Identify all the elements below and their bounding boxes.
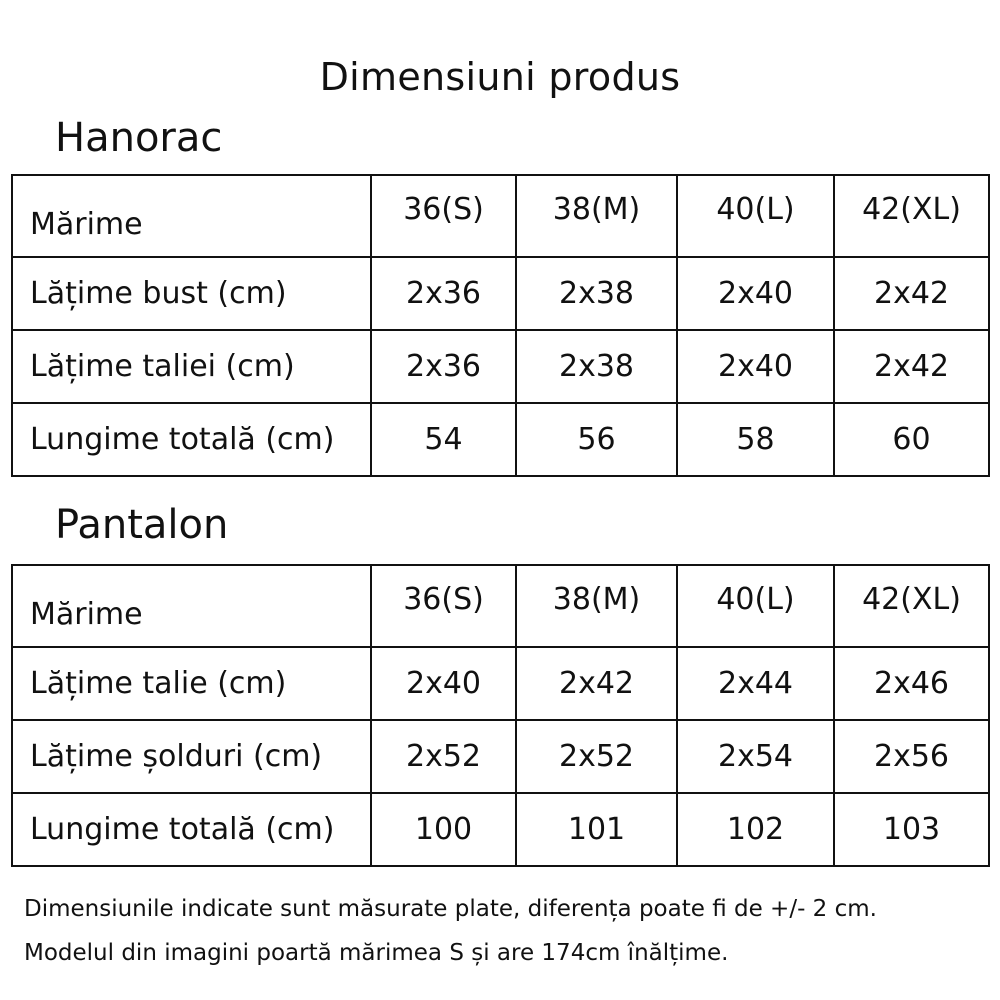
value-cell: 102 xyxy=(677,793,834,866)
value-cell: 54 xyxy=(371,403,516,476)
page-title: Dimensiuni produs xyxy=(319,55,681,99)
value-cell: 2x36 xyxy=(371,257,516,330)
value-cell: 2x36 xyxy=(371,330,516,403)
value-cell: 103 xyxy=(834,793,989,866)
value-cell: 2x40 xyxy=(677,330,834,403)
table-row xyxy=(12,403,989,476)
size-header-cell: 36(S) xyxy=(371,175,516,257)
section-title-pantalon: Pantalon xyxy=(55,502,229,548)
value-cell: 2x42 xyxy=(834,257,989,330)
pantalon-header-row xyxy=(12,565,989,647)
row-label: Lungime totală (cm) xyxy=(12,793,371,866)
value-cell: 2x40 xyxy=(677,257,834,330)
value-cell: 2x46 xyxy=(834,647,989,720)
row-label: Lățime bust (cm) xyxy=(12,257,371,330)
value-cell: 58 xyxy=(677,403,834,476)
value-cell: 56 xyxy=(516,403,677,476)
pantalon-size-table xyxy=(11,564,990,867)
table-row xyxy=(12,793,989,866)
row-label: Mărime xyxy=(12,565,371,647)
value-cell: 100 xyxy=(371,793,516,866)
row-label: Lățime talie (cm) xyxy=(12,647,371,720)
value-cell: 2x42 xyxy=(834,330,989,403)
value-cell: 2x56 xyxy=(834,720,989,793)
size-header-cell: 36(S) xyxy=(371,565,516,647)
size-header-cell: 38(M) xyxy=(516,175,677,257)
size-header-cell: 40(L) xyxy=(677,175,834,257)
row-label: Lățime taliei (cm) xyxy=(12,330,371,403)
value-cell: 2x38 xyxy=(516,257,677,330)
table-row xyxy=(12,647,989,720)
value-cell: 2x44 xyxy=(677,647,834,720)
row-label: Lungime totală (cm) xyxy=(12,403,371,476)
measurement-note: Dimensiunile indicate sunt măsurate plate, diferența poate fi de +/- 2 cm. xyxy=(24,896,877,922)
size-header-cell: 40(L) xyxy=(677,565,834,647)
size-header-cell: 42(XL) xyxy=(834,175,989,257)
row-label: Mărime xyxy=(12,175,371,257)
model-size-note: Modelul din imagini poartă mărimea S și are 174cm înălțime. xyxy=(24,940,729,966)
value-cell: 2x40 xyxy=(371,647,516,720)
size-header-cell: 42(XL) xyxy=(834,565,989,647)
size-header-cell: 38(M) xyxy=(516,565,677,647)
value-cell: 2x54 xyxy=(677,720,834,793)
value-cell: 2x38 xyxy=(516,330,677,403)
row-label: Lățime șolduri (cm) xyxy=(12,720,371,793)
section-title-hanorac: Hanorac xyxy=(55,115,223,161)
value-cell: 101 xyxy=(516,793,677,866)
value-cell: 60 xyxy=(834,403,989,476)
table-row xyxy=(12,257,989,330)
hanorac-size-table xyxy=(11,174,990,477)
table-row xyxy=(12,330,989,403)
value-cell: 2x52 xyxy=(371,720,516,793)
hanorac-header-row xyxy=(12,175,989,257)
value-cell: 2x42 xyxy=(516,647,677,720)
table-row xyxy=(12,720,989,793)
value-cell: 2x52 xyxy=(516,720,677,793)
